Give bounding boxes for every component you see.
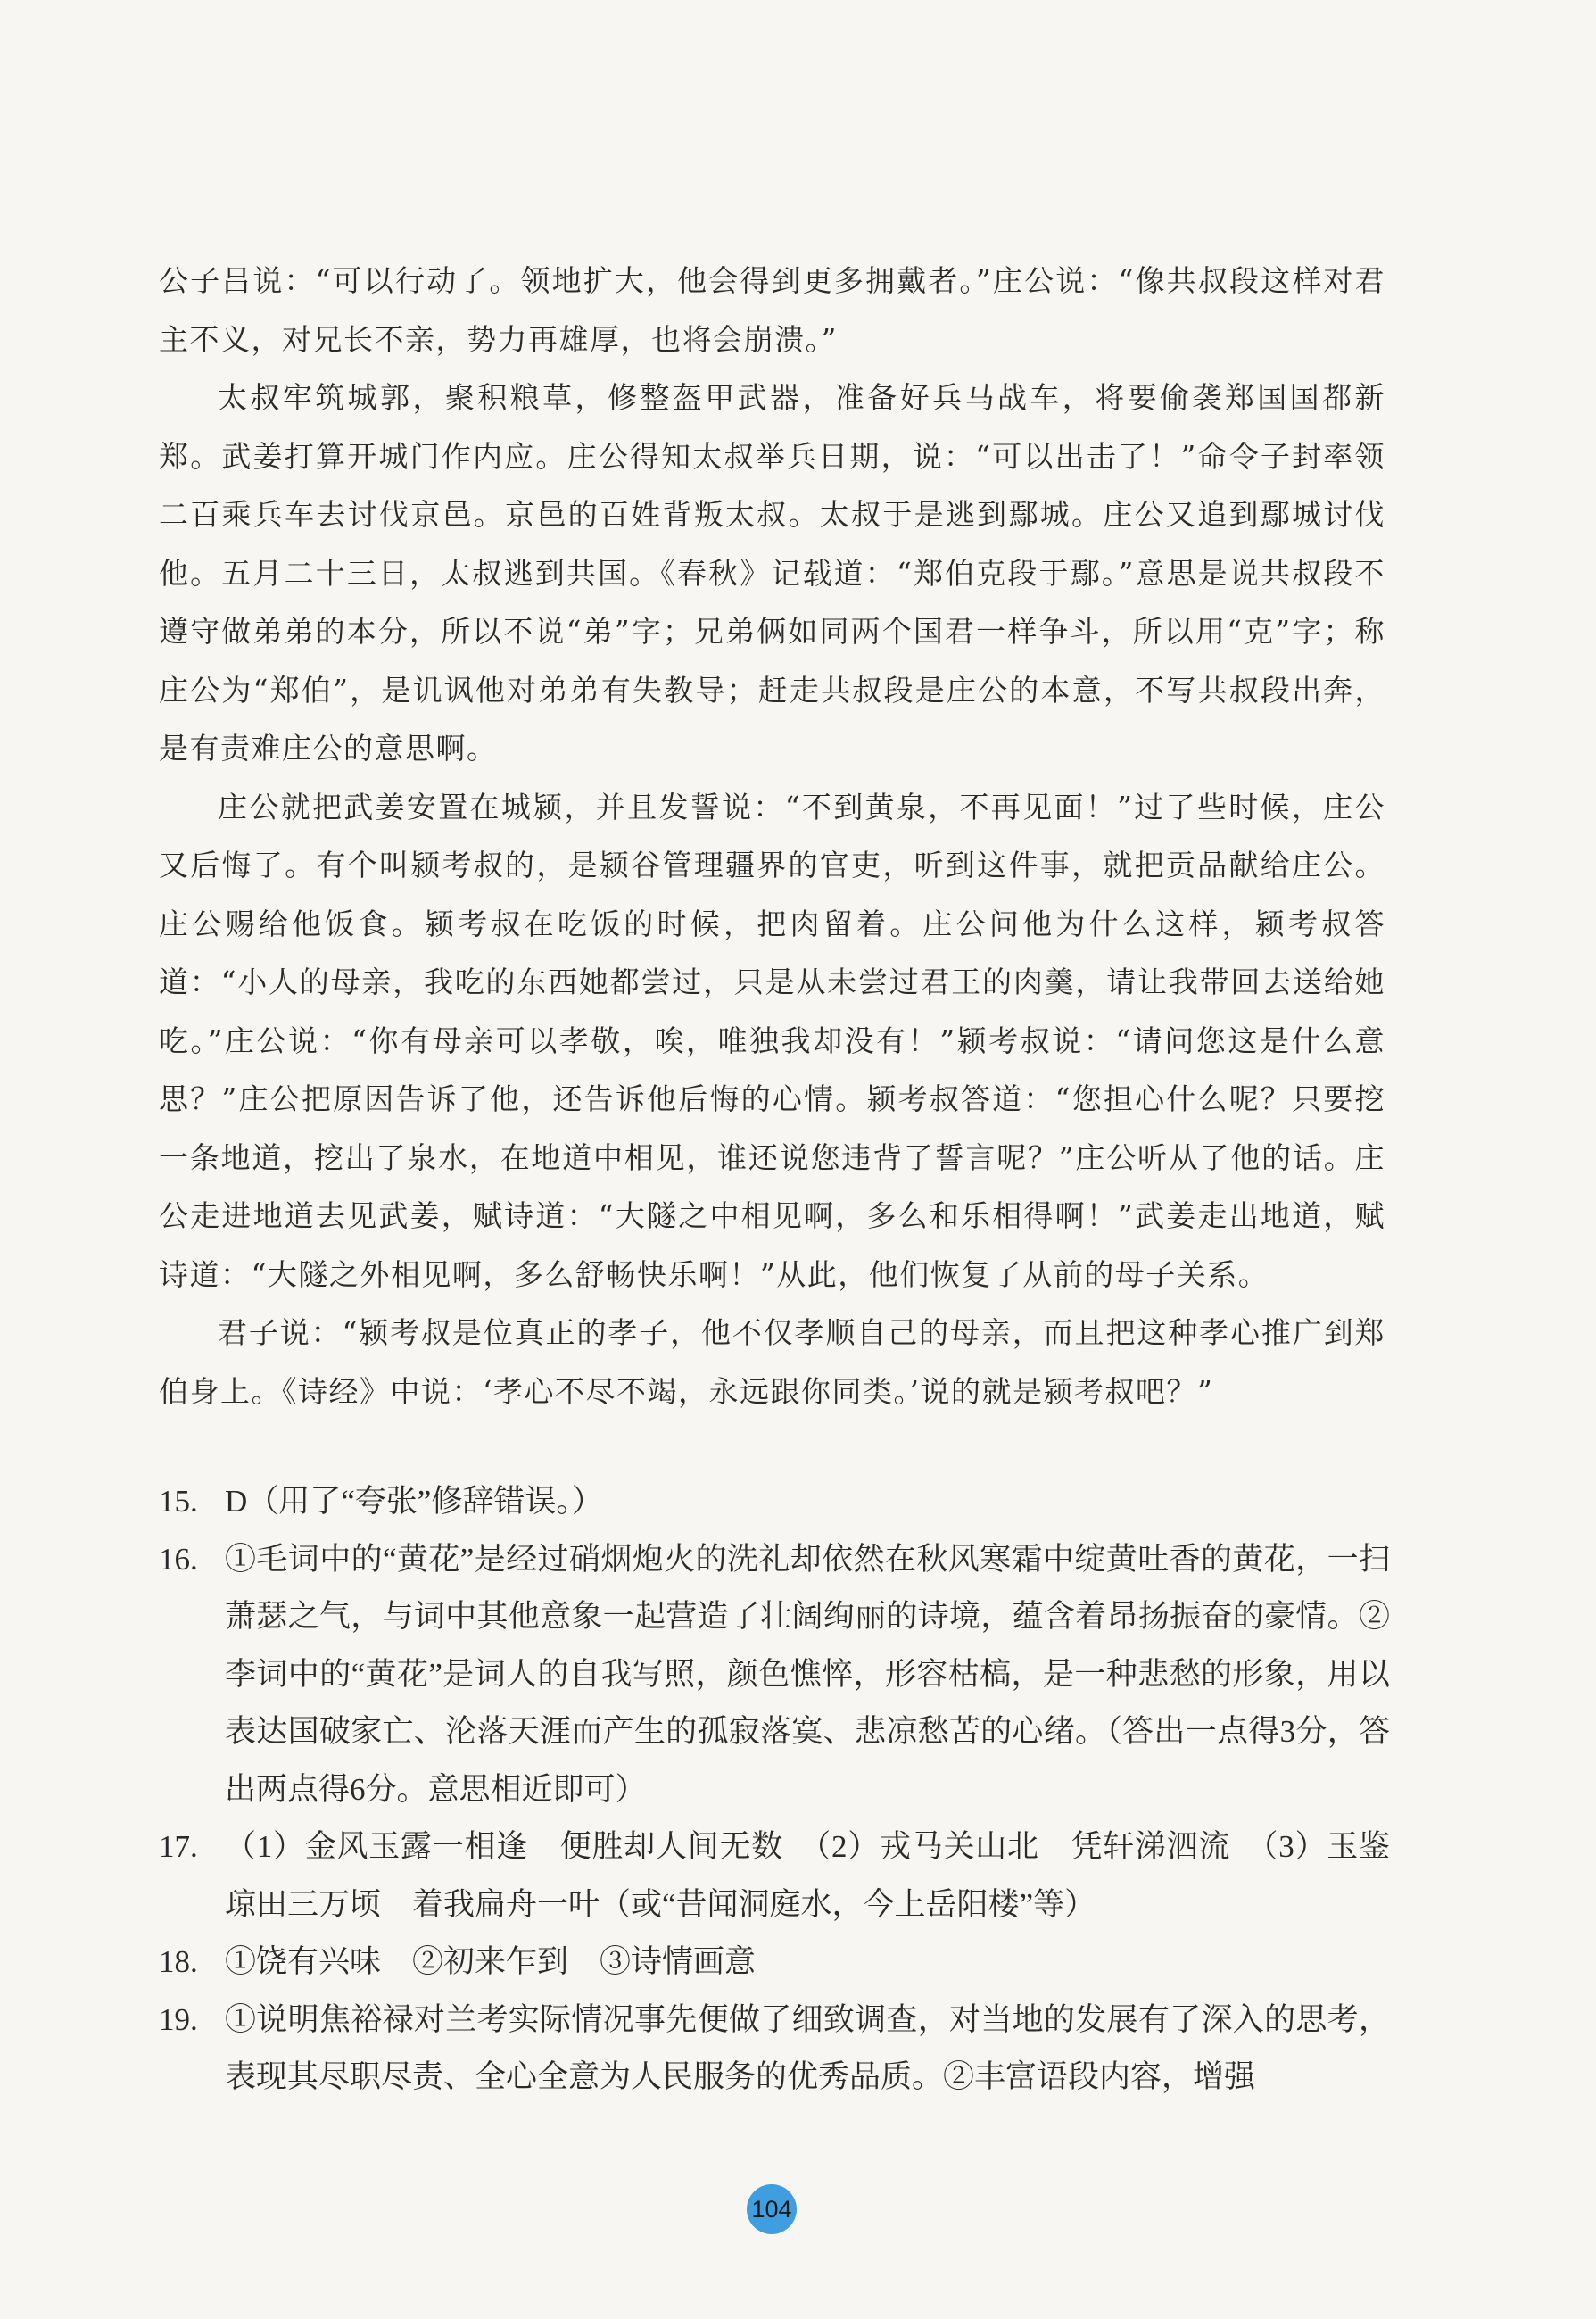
answer-item bbox=[159, 1818, 1390, 1934]
answer-item bbox=[159, 1992, 1390, 2107]
answer-list bbox=[159, 1473, 1390, 2107]
answer-text: ①说明焦裕禄对兰考实际情况事先便做了细致调查，对当地的发展有了深入的思考，表现其尽职尽责、全心全意为人民服务的优秀品质。②丰富语段内容，增强 bbox=[225, 2001, 1390, 2094]
answer-text: D（用了“夸张”修辞错误。） bbox=[225, 1484, 603, 1519]
translation-paragraph: 庄公就把武姜安置在城颍，并且发誓说：“不到黄泉，不再见面！”过了些时候，庄公又后悔了。有个叫颍考叔的，是颍谷管理疆界的官吏，听到这件事，就把贡品献给庄公。庄公赐给他饭食。颍考叔在吃饭的时候，把肉留着。庄公问他为什么这样，颍考叔答道：“小人的母亲，我吃的东西她都尝过，只是从未尝过君王的肉羹，请让我带回去送给她吃。”庄公说：“你有母亲可以孝敬，唉，唯独我却没有！”颍考叔说：“请问您这是什么意思？”庄公把原因告诉了他，还告诉他后悔的心情。颍考叔答道：“您担心什么呢？只要挖一条地道，挖出了泉水，在地道中相见，谁还说您违背了誓言呢？”庄公听从了他的话。庄公走进地道去见武姜，赋诗道：“大隧之中相见啊，多么和乐相得啊！”武姜走出地道，赋诗道：“大隧之外相见啊，多么舒畅快乐啊！”从此，他们恢复了从前的母子关系。 bbox=[159, 789, 1385, 1292]
translation-paragraph: 太叔牢筑城郭，聚积粮草，修整盔甲武器，准备好兵马战车，将要偷袭郑国国都新郑。武姜打算开城门作内应。庄公得知太叔举兵日期，说：“可以出击了！”命令子封率领二百乘兵车去讨伐京邑。京邑的百姓背叛太叔。太叔于是逃到鄢城。庄公又追到鄢城讨伐他。五月二十三日，太叔逃到共国。《春秋》记载道：“郑伯克段于鄢。”意思是说共叔段不遵守做弟弟的本分，所以不说“弟”字；兄弟俩如同两个国君一样争斗，所以用“克”字；称庄公为“郑伯”，是讥讽他对弟弟有失教导；赶走共叔段是庄公的本意，不写共叔段出奔，是有责难庄公的意思啊。 bbox=[159, 380, 1385, 766]
answer-number: 16. bbox=[159, 1541, 198, 1577]
answer-item bbox=[159, 1934, 1390, 1992]
answer-text: ①毛词中的“黄花”是经过硝烟炮火的洗礼却依然在秋风寒霜中绽黄吐香的黄花，一扫萧瑟之气，与词中其他意象一起营造了壮阔绚丽的诗境，蕴含着昂扬振奋的豪情。②李词中的“黄花”是词人的自我写照，颜色憔悴，形容枯槁，是一种悲愁的形象，用以表达国破家亡、沦落天涯而产生的孤寂落寞、悲凉愁苦的心绪。（答出一点得3分，答出两点得6分。意思相近即可） bbox=[225, 1541, 1390, 1807]
page-number-badge: 104 bbox=[747, 2184, 797, 2234]
answer-text: （1）金风玉露一相逢 便胜却人间无数 （2）戎马关山北 凭轩涕泗流 （3）玉鉴琼田三万顷 着我扁舟一叶（或“昔闻洞庭水，今上岳阳楼”等） bbox=[225, 1829, 1390, 1922]
translation-text bbox=[159, 252, 1385, 1420]
answer-number: 18. bbox=[159, 1944, 198, 1979]
answer-number: 15. bbox=[159, 1484, 198, 1519]
answer-number: 17. bbox=[159, 1829, 198, 1864]
answer-item bbox=[159, 1531, 1390, 1819]
answer-number: 19. bbox=[159, 2001, 198, 2037]
answer-text: ①饶有兴味 ②初来乍到 ③诗情画意 bbox=[225, 1944, 757, 1979]
translation-paragraph: 公子吕说：“可以行动了。领地扩大，他会得到更多拥戴者。”庄公说：“像共叔段这样对君主不义，对兄长不亲，势力再雄厚，也将会崩溃。” bbox=[159, 263, 1385, 357]
translation-paragraph: 君子说：“颍考叔是位真正的孝子，他不仅孝顺自己的母亲，而且把这种孝心推广到郑伯身上。《诗经》中说：‘孝心不尽不竭，永远跟你同类。’说的就是颍考叔吧？” bbox=[159, 1315, 1385, 1409]
answer-item bbox=[159, 1473, 1390, 1531]
